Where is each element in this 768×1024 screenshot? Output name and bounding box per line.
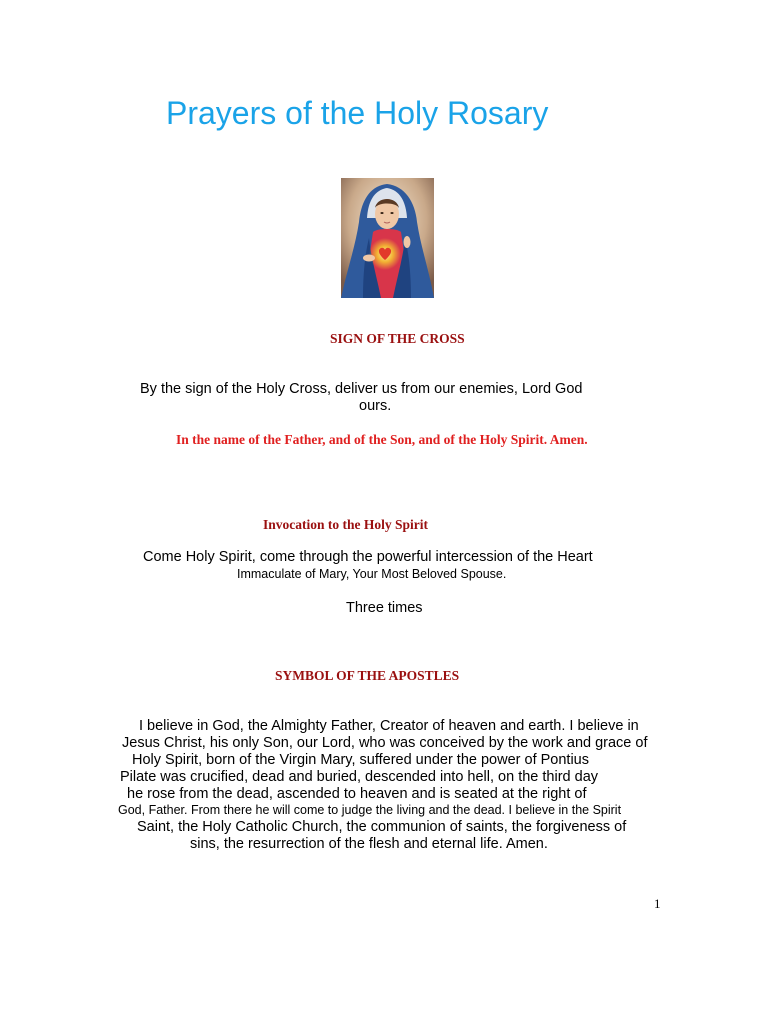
virgin-mary-illustration [341,178,434,298]
invocation-prayer-line: Come Holy Spirit, come through the powerful intercession of the Heart [143,549,593,565]
page-number: 1 [654,896,661,911]
apostles-creed-heading: SYMBOL OF THE APOSTLES [275,668,460,683]
invocation-heading: Invocation to the Holy Spirit [263,517,429,532]
virgin-mary-sacred-heart-image [341,178,434,298]
trinity-closing-line: In the name of the Father, and of the Son, and of the Holy Spirit. Amen. [176,432,588,447]
creed-line: sins, the resurrection of the flesh and eternal life. Amen. [190,836,548,852]
creed-line: I believe in God, the Almighty Father, Creator of heaven and earth. I believe in [139,718,639,734]
sign-of-cross-heading: SIGN OF THE CROSS [330,331,465,346]
creed-line: Saint, the Holy Catholic Church, the communion of saints, the forgiveness of [137,819,627,835]
creed-line: Pilate was crucified, dead and buried, descended into hell, on the third day [120,769,599,785]
creed-line: he rose from the dead, ascended to heaven and is seated at the right of [127,786,587,802]
creed-line: Holy Spirit, born of the Virgin Mary, suffered under the power of Pontius [132,752,589,768]
cross-prayer-line: ours. [359,398,392,414]
creed-line: God, Father. From there he will come to judge the living and the dead. I believe in the Spirit [118,803,622,817]
three-times-note: Three times [346,600,423,616]
page-title: Prayers of the Holy Rosary [166,95,549,131]
creed-line: Jesus Christ, his only Son, our Lord, who was conceived by the work and grace of [122,735,648,751]
invocation-prayer-line: Immaculate of Mary, Your Most Beloved Spouse. [237,567,507,581]
cross-prayer-line: By the sign of the Holy Cross, deliver us from our enemies, Lord God [140,381,583,397]
